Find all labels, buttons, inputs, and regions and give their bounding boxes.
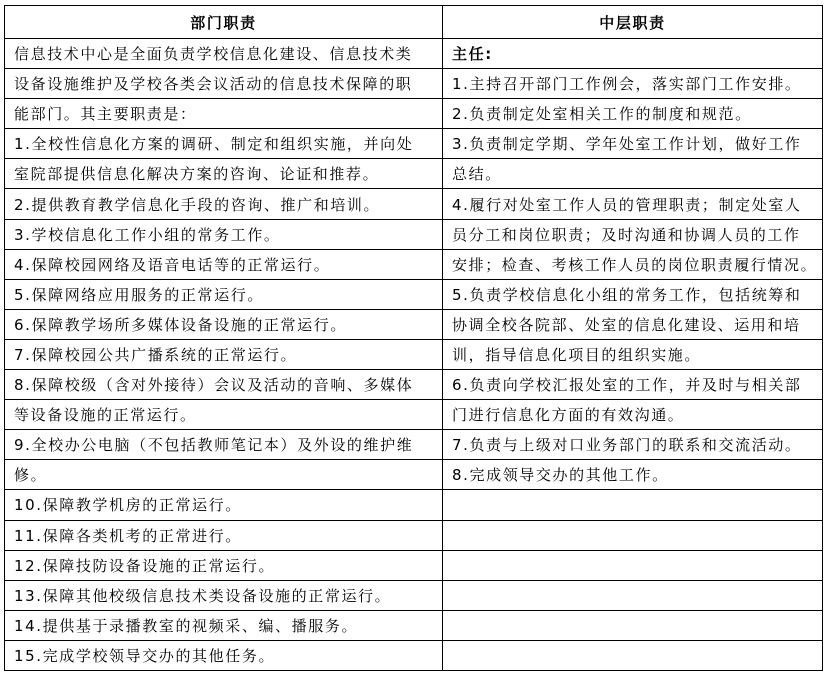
table-row (5, 189, 823, 219)
table-body (5, 39, 823, 671)
middle-duty-line (443, 610, 823, 640)
middle-duty-line: 5.负责学校信息化小组的常务工作，包括统筹和 (443, 279, 823, 309)
department-duty-line: 11.保障各类机考的正常进行。 (5, 520, 443, 550)
department-duty-line: 7.保障校园公共广播系统的正常运行。 (5, 339, 443, 369)
table-row (5, 490, 823, 520)
department-duty-line: 9.全校办公电脑（不包括教师笔记本）及外设的维护维 (5, 430, 443, 460)
table-row (5, 550, 823, 580)
department-duty-line: 6.保障教学场所多媒体设备设施的正常运行。 (5, 309, 443, 339)
middle-duty-line: 员分工和岗位职责；及时沟通和协调人员的工作 (443, 219, 823, 249)
table-row (5, 39, 823, 69)
department-duty-line: 4.保障校园网络及语音电话等的正常运行。 (5, 249, 443, 279)
middle-duty-line (443, 550, 823, 580)
department-duty-line: 修。 (5, 460, 443, 490)
header-middle-manager-duties: 中层职责 (443, 6, 823, 39)
department-duty-line: 12.保障技防设备设施的正常运行。 (5, 550, 443, 580)
table-row (5, 400, 823, 430)
table-row (5, 610, 823, 640)
header-row (5, 6, 823, 39)
middle-duty-line: 安排；检查、考核工作人员的岗位职责履行情况。 (443, 249, 823, 279)
middle-duty-line: 2.负责制定处室相关工作的制度和规范。 (443, 99, 823, 129)
middle-duty-line (443, 640, 823, 670)
department-duty-line: 5.保障网络应用服务的正常运行。 (5, 279, 443, 309)
department-duty-line: 设备设施维护及学校各类会议活动的信息技术保障的职 (5, 69, 443, 99)
table-row (5, 69, 823, 99)
table-row (5, 460, 823, 490)
table-row (5, 309, 823, 339)
department-duty-line: 室院部提供信息化解决方案的咨询、论证和推荐。 (5, 159, 443, 189)
header-department-duties: 部门职责 (5, 6, 443, 39)
department-duty-line: 等设备设施的正常运行。 (5, 400, 443, 430)
middle-duty-line: 门进行信息化方面的有效沟通。 (443, 400, 823, 430)
table-row (5, 640, 823, 670)
table-row (5, 430, 823, 460)
director-label: 主任: (443, 39, 823, 69)
department-duty-line: 信息技术中心是全面负责学校信息化建设、信息技术类 (5, 39, 443, 69)
department-duty-line: 3.学校信息化工作小组的常务工作。 (5, 219, 443, 249)
table-row (5, 370, 823, 400)
middle-duty-line (443, 490, 823, 520)
department-duty-line: 13.保障其他校级信息技术类设备设施的正常运行。 (5, 580, 443, 610)
table-row (5, 279, 823, 309)
table-row (5, 339, 823, 369)
duties-table (4, 5, 823, 671)
table-row (5, 219, 823, 249)
middle-duty-line (443, 520, 823, 550)
department-duty-line: 1.全校性信息化方案的调研、制定和组织实施，并向处 (5, 129, 443, 159)
department-duty-line: 15.完成学校领导交办的其他任务。 (5, 640, 443, 670)
department-duty-line: 10.保障教学机房的正常运行。 (5, 490, 443, 520)
department-duty-line: 14.提供基于录播教室的视频采、编、播服务。 (5, 610, 443, 640)
table-row (5, 580, 823, 610)
middle-duty-line: 7.负责与上级对口业务部门的联系和交流活动。 (443, 430, 823, 460)
middle-duty-line: 4.履行对处室工作人员的管理职责；制定处室人 (443, 189, 823, 219)
middle-duty-line: 协调全校各院部、处室的信息化建设、运用和培 (443, 309, 823, 339)
middle-duty-line: 8.完成领导交办的其他工作。 (443, 460, 823, 490)
middle-duty-line: 总结。 (443, 159, 823, 189)
table-row (5, 520, 823, 550)
table-row (5, 99, 823, 129)
middle-duty-line: 6.负责向学校汇报处室的工作，并及时与相关部 (443, 370, 823, 400)
department-duty-line: 8.保障校级（含对外接待）会议及活动的音响、多媒体 (5, 370, 443, 400)
middle-duty-line (443, 580, 823, 610)
middle-duty-line: 训，指导信息化项目的组织实施。 (443, 339, 823, 369)
department-duty-line: 能部门。其主要职责是： (5, 99, 443, 129)
department-duty-line: 2.提供教育教学信息化手段的咨询、推广和培训。 (5, 189, 443, 219)
table-row (5, 249, 823, 279)
middle-duty-line: 1.主持召开部门工作例会，落实部门工作安排。 (443, 69, 823, 99)
table-row (5, 159, 823, 189)
table-row (5, 129, 823, 159)
middle-duty-line: 3.负责制定学期、学年处室工作计划，做好工作 (443, 129, 823, 159)
